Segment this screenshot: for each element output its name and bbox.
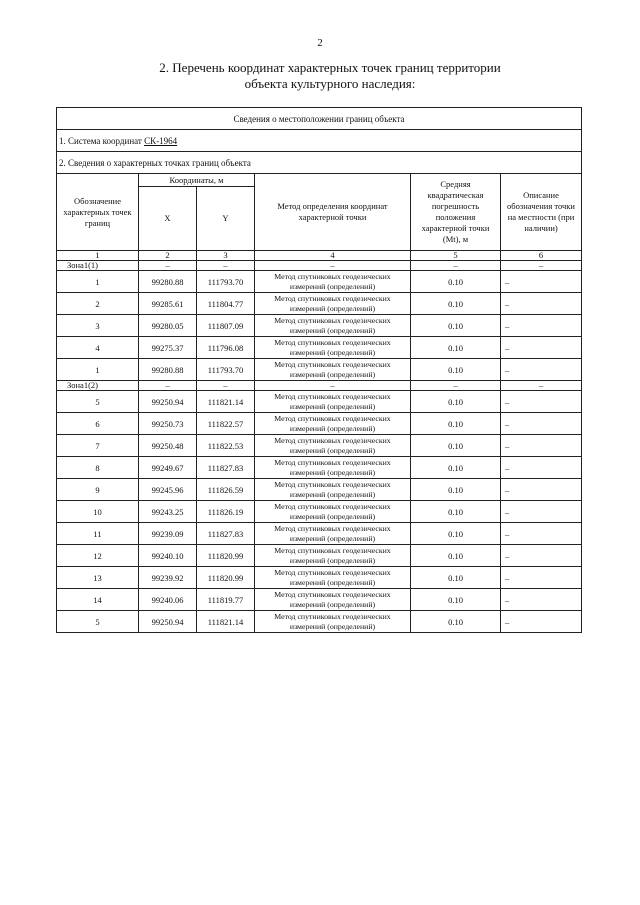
point-description: – xyxy=(501,315,582,337)
header-row-top xyxy=(57,174,582,187)
point-id: 13 xyxy=(57,567,139,589)
point-y: 111804.77 xyxy=(197,293,255,315)
point-description: – xyxy=(501,391,582,413)
point-method: Метод спутниковых геодезических измерений (определений) xyxy=(255,435,411,457)
zone-dash: – xyxy=(501,381,582,391)
table-row xyxy=(57,271,582,293)
point-y: 111827.83 xyxy=(197,457,255,479)
table-row xyxy=(57,589,582,611)
zone-dash: – xyxy=(139,381,197,391)
column-number: 5 xyxy=(411,251,501,261)
point-id: 3 xyxy=(57,315,139,337)
point-error: 0.10 xyxy=(411,457,501,479)
header-y: Y xyxy=(197,187,255,251)
point-description: – xyxy=(501,479,582,501)
point-y: 111819.77 xyxy=(197,589,255,611)
point-id: 8 xyxy=(57,457,139,479)
point-error: 0.10 xyxy=(411,545,501,567)
point-error: 0.10 xyxy=(411,337,501,359)
point-x: 99239.09 xyxy=(139,523,197,545)
point-method: Метод спутниковых геодезических измерений (определений) xyxy=(255,391,411,413)
point-id: 6 xyxy=(57,413,139,435)
zone-row xyxy=(57,381,582,391)
point-description: – xyxy=(501,567,582,589)
column-number: 4 xyxy=(255,251,411,261)
point-y: 111820.99 xyxy=(197,567,255,589)
point-description: – xyxy=(501,413,582,435)
point-description: – xyxy=(501,435,582,457)
table-section-title: Сведения о местоположении границ объекта xyxy=(57,108,582,130)
point-error: 0.10 xyxy=(411,567,501,589)
point-method: Метод спутниковых геодезических измерений (определений) xyxy=(255,359,411,381)
point-x: 99240.06 xyxy=(139,589,197,611)
point-y: 111807.09 xyxy=(197,315,255,337)
table-row xyxy=(57,457,582,479)
header-method: Метод определения координат характерной точки xyxy=(255,174,411,251)
point-id: 4 xyxy=(57,337,139,359)
point-method: Метод спутниковых геодезических измерений (определений) xyxy=(255,413,411,435)
table-row xyxy=(57,611,582,633)
point-x: 99280.88 xyxy=(139,271,197,293)
page-number: 2 xyxy=(317,37,323,49)
point-id: 7 xyxy=(57,435,139,457)
point-method: Метод спутниковых геодезических измерений (определений) xyxy=(255,293,411,315)
table-section-title-row xyxy=(57,108,582,130)
point-method: Метод спутниковых геодезических измерений (определений) xyxy=(255,567,411,589)
point-error: 0.10 xyxy=(411,589,501,611)
point-method: Метод спутниковых геодезических измерений (определений) xyxy=(255,271,411,293)
table-row xyxy=(57,293,582,315)
point-y: 111826.59 xyxy=(197,479,255,501)
coord-system-row xyxy=(57,130,582,152)
point-error: 0.10 xyxy=(411,315,501,337)
points-info-row xyxy=(57,152,582,174)
point-error: 0.10 xyxy=(411,479,501,501)
zone-dash: – xyxy=(411,261,501,271)
column-number: 3 xyxy=(197,251,255,261)
table-row xyxy=(57,359,582,381)
point-id: 1 xyxy=(57,359,139,381)
point-description: – xyxy=(501,589,582,611)
coord-system-name: СК-1964 xyxy=(144,135,178,146)
column-number: 2 xyxy=(139,251,197,261)
point-y: 111796.08 xyxy=(197,337,255,359)
point-x: 99249.67 xyxy=(139,457,197,479)
column-number: 1 xyxy=(57,251,139,261)
column-numbers-row xyxy=(57,251,582,261)
zone-name: Зона1(1) xyxy=(57,261,139,271)
table-row xyxy=(57,545,582,567)
point-description: – xyxy=(501,501,582,523)
table-row xyxy=(57,567,582,589)
zone-row xyxy=(57,261,582,271)
point-x: 99245.96 xyxy=(139,479,197,501)
point-id: 9 xyxy=(57,479,139,501)
point-x: 99250.48 xyxy=(139,435,197,457)
point-y: 111793.70 xyxy=(197,271,255,293)
point-method: Метод спутниковых геодезических измерений (определений) xyxy=(255,457,411,479)
point-y: 111820.99 xyxy=(197,545,255,567)
point-y: 111793.70 xyxy=(197,359,255,381)
document-title-line1: 2. Перечень координат характерных точек границ территории xyxy=(159,60,501,75)
header-designation: Обозначение характерных точек границ xyxy=(57,174,139,251)
point-method: Метод спутниковых геодезических измерений (определений) xyxy=(255,589,411,611)
point-id: 5 xyxy=(57,611,139,633)
point-error: 0.10 xyxy=(411,293,501,315)
table-row xyxy=(57,523,582,545)
point-method: Метод спутниковых геодезических измерений (определений) xyxy=(255,479,411,501)
table-row xyxy=(57,337,582,359)
point-description: – xyxy=(501,611,582,633)
point-error: 0.10 xyxy=(411,523,501,545)
point-x: 99250.94 xyxy=(139,391,197,413)
point-id: 12 xyxy=(57,545,139,567)
point-description: – xyxy=(501,523,582,545)
point-x: 99250.94 xyxy=(139,611,197,633)
point-x: 99250.73 xyxy=(139,413,197,435)
point-method: Метод спутниковых геодезических измерений (определений) xyxy=(255,523,411,545)
point-id: 1 xyxy=(57,271,139,293)
point-x: 99280.88 xyxy=(139,359,197,381)
header-x: X xyxy=(139,187,197,251)
point-y: 111826.19 xyxy=(197,501,255,523)
point-error: 0.10 xyxy=(411,435,501,457)
point-method: Метод спутниковых геодезических измерений (определений) xyxy=(255,545,411,567)
point-id: 10 xyxy=(57,501,139,523)
point-x: 99239.92 xyxy=(139,567,197,589)
zone-name: Зона1(2) xyxy=(57,381,139,391)
point-description: – xyxy=(501,545,582,567)
point-id: 2 xyxy=(57,293,139,315)
point-method: Метод спутниковых геодезических измерений (определений) xyxy=(255,611,411,633)
point-y: 111822.57 xyxy=(197,413,255,435)
table-row xyxy=(57,435,582,457)
point-error: 0.10 xyxy=(411,413,501,435)
point-id: 5 xyxy=(57,391,139,413)
points-info-cell: 2. Сведения о характерных точках границ объекта xyxy=(57,152,582,174)
zone-dash: – xyxy=(197,261,255,271)
point-error: 0.10 xyxy=(411,271,501,293)
document-title-line2: объекта культурного наследия: xyxy=(244,76,416,91)
zone-dash: – xyxy=(501,261,582,271)
point-id: 11 xyxy=(57,523,139,545)
point-x: 99243.25 xyxy=(139,501,197,523)
point-error: 0.10 xyxy=(411,391,501,413)
point-description: – xyxy=(501,359,582,381)
point-method: Метод спутниковых геодезических измерений (определений) xyxy=(255,337,411,359)
point-y: 111821.14 xyxy=(197,611,255,633)
coordinates-table xyxy=(56,107,582,633)
point-x: 99280.05 xyxy=(139,315,197,337)
table-row xyxy=(57,479,582,501)
point-error: 0.10 xyxy=(411,359,501,381)
point-method: Метод спутниковых геодезических измерений (определений) xyxy=(255,315,411,337)
zone-dash: – xyxy=(139,261,197,271)
header-coordinates: Координаты, м xyxy=(139,174,255,187)
point-description: – xyxy=(501,293,582,315)
header-error: Средняя квадратическая погрешность положения характерной точки (Mt), м xyxy=(411,174,501,251)
coord-system-cell xyxy=(57,130,582,152)
point-x: 99275.37 xyxy=(139,337,197,359)
zone-dash: – xyxy=(411,381,501,391)
zone-dash: – xyxy=(197,381,255,391)
point-description: – xyxy=(501,337,582,359)
point-description: – xyxy=(501,457,582,479)
header-description: Описание обозначения точки на местности (при наличии) xyxy=(501,174,582,251)
point-y: 111827.83 xyxy=(197,523,255,545)
point-error: 0.10 xyxy=(411,611,501,633)
document-title xyxy=(100,60,560,92)
point-y: 111822.53 xyxy=(197,435,255,457)
point-error: 0.10 xyxy=(411,501,501,523)
table-row xyxy=(57,413,582,435)
coord-system-label: 1. Система координат xyxy=(59,135,145,146)
table-row xyxy=(57,315,582,337)
point-id: 14 xyxy=(57,589,139,611)
column-number: 6 xyxy=(501,251,582,261)
zone-dash: – xyxy=(255,381,411,391)
table-row xyxy=(57,501,582,523)
point-y: 111821.14 xyxy=(197,391,255,413)
point-method: Метод спутниковых геодезических измерений (определений) xyxy=(255,501,411,523)
point-x: 99285.61 xyxy=(139,293,197,315)
zone-dash: – xyxy=(255,261,411,271)
point-description: – xyxy=(501,271,582,293)
point-x: 99240.10 xyxy=(139,545,197,567)
table-row xyxy=(57,391,582,413)
